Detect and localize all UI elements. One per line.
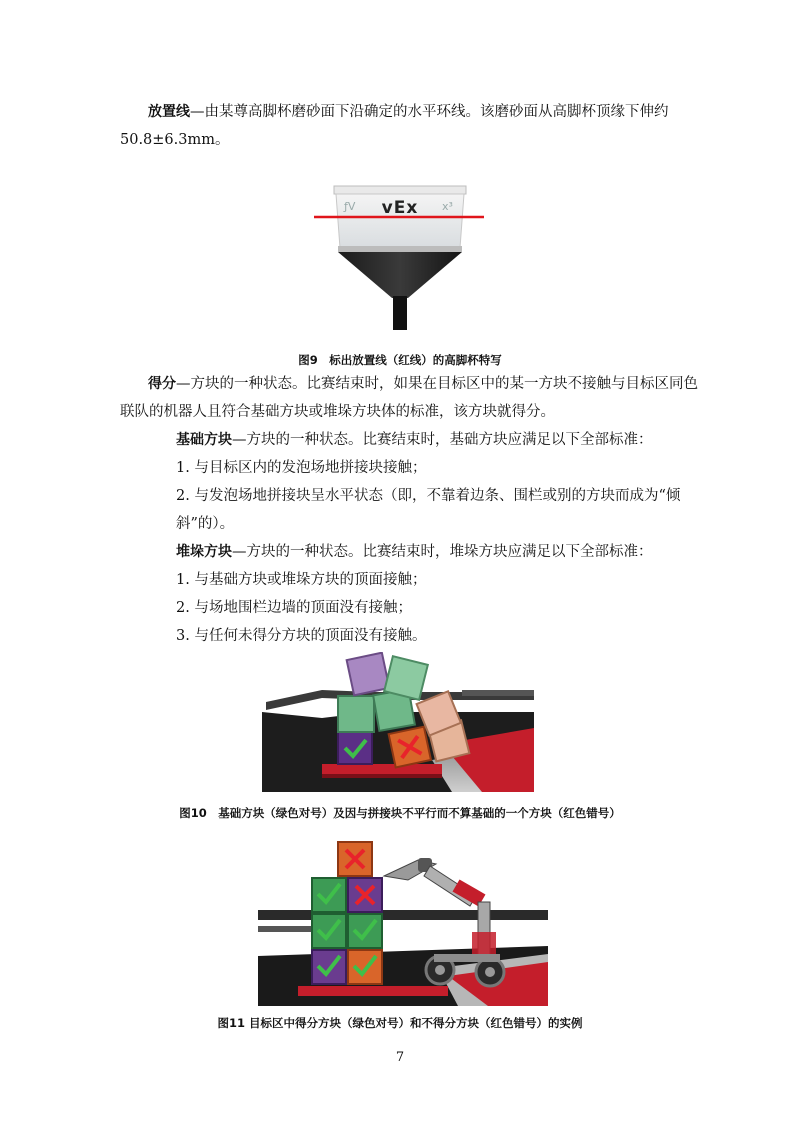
stacked-cube-text: —方块的一种状态。比赛结束时，堆垛方块应满足以下全部标准： [232, 544, 653, 560]
cube-left-check-2 [312, 914, 346, 948]
cup-left-mark: ƒV [344, 200, 356, 213]
term-placement-line: 放置线 [148, 104, 190, 120]
figure-10-cubes-image [262, 652, 534, 792]
scored-paragraph [148, 370, 708, 398]
stacked-cube-paragraph [176, 538, 653, 566]
cube-top-cross [338, 842, 372, 876]
cube-left-check-3 [312, 878, 346, 912]
placement-line-text: —由某尊高脚杯磨砂面下沿确定的水平环线。该磨砂面从高脚杯顶缘下伸约 [190, 104, 669, 120]
term-base-cube: 基础方块 [176, 432, 232, 448]
cup-vex-logo: vEx [381, 198, 419, 218]
placement-line-text-cont: 50.8±6.3mm。 [120, 132, 230, 148]
figure-11-caption: 图11 目标区中得分方块（绿色对号）和不得分方块（红色错号）的实例 [217, 1016, 583, 1030]
stacked-cube-item-1: 1. 与基础方块或堆垛方块的顶面接触； [176, 572, 427, 588]
page-number: 7 [395, 1050, 405, 1065]
stacked-cube-item-2: 2. 与场地围栏边墙的顶面没有接触； [176, 600, 412, 616]
scored-text: —方块的一种状态。比赛结束时，如果在目标区中的某一方块不接触与目标区同色 [176, 376, 698, 392]
placement-line-paragraph-cont [120, 126, 230, 154]
figure-10-caption: 图10 基础方块（绿色对号）及因与拼接块不平行而不算基础的一个方块（红色错号） [179, 806, 621, 820]
stacked-cube-item-3: 3. 与任何未得分方块的顶面没有接触。 [176, 628, 427, 644]
cube-right-cross [348, 878, 382, 912]
figure-9-caption: 图9 标出放置线（红线）的高脚杯特写 [298, 353, 502, 367]
scored-paragraph-cont [120, 398, 555, 426]
cube-right-check-1 [348, 950, 382, 984]
cube-left-check-1 [312, 950, 346, 984]
cube-base-check [338, 732, 372, 764]
figure-9-goblet-image [300, 180, 500, 330]
base-cube-item-2: 2. 与发泡场地拼接块呈水平状态（即，不靠着边条、围栏或别的方块而成为“倾 [176, 488, 681, 504]
base-cube-item-1: 1. 与目标区内的发泡场地拼接块接触； [176, 460, 427, 476]
term-scored: 得分 [148, 376, 176, 392]
base-cube-item-2-cont: 斜”的）。 [176, 516, 235, 532]
figure-11-robot-image [258, 836, 548, 1006]
base-cube-paragraph [176, 426, 653, 454]
term-stacked-cube: 堆垛方块 [176, 544, 232, 560]
placement-line-paragraph [148, 98, 708, 126]
cup-right-mark: x³ [442, 200, 453, 213]
base-cube-text: —方块的一种状态。比赛结束时，基础方块应满足以下全部标准： [232, 432, 653, 448]
cube-right-check-2 [348, 914, 382, 948]
cube-tilted-cross [389, 727, 431, 768]
scored-text-cont: 联队的机器人且符合基础方块或堆垛方块体的标准，该方块就得分。 [120, 404, 555, 420]
